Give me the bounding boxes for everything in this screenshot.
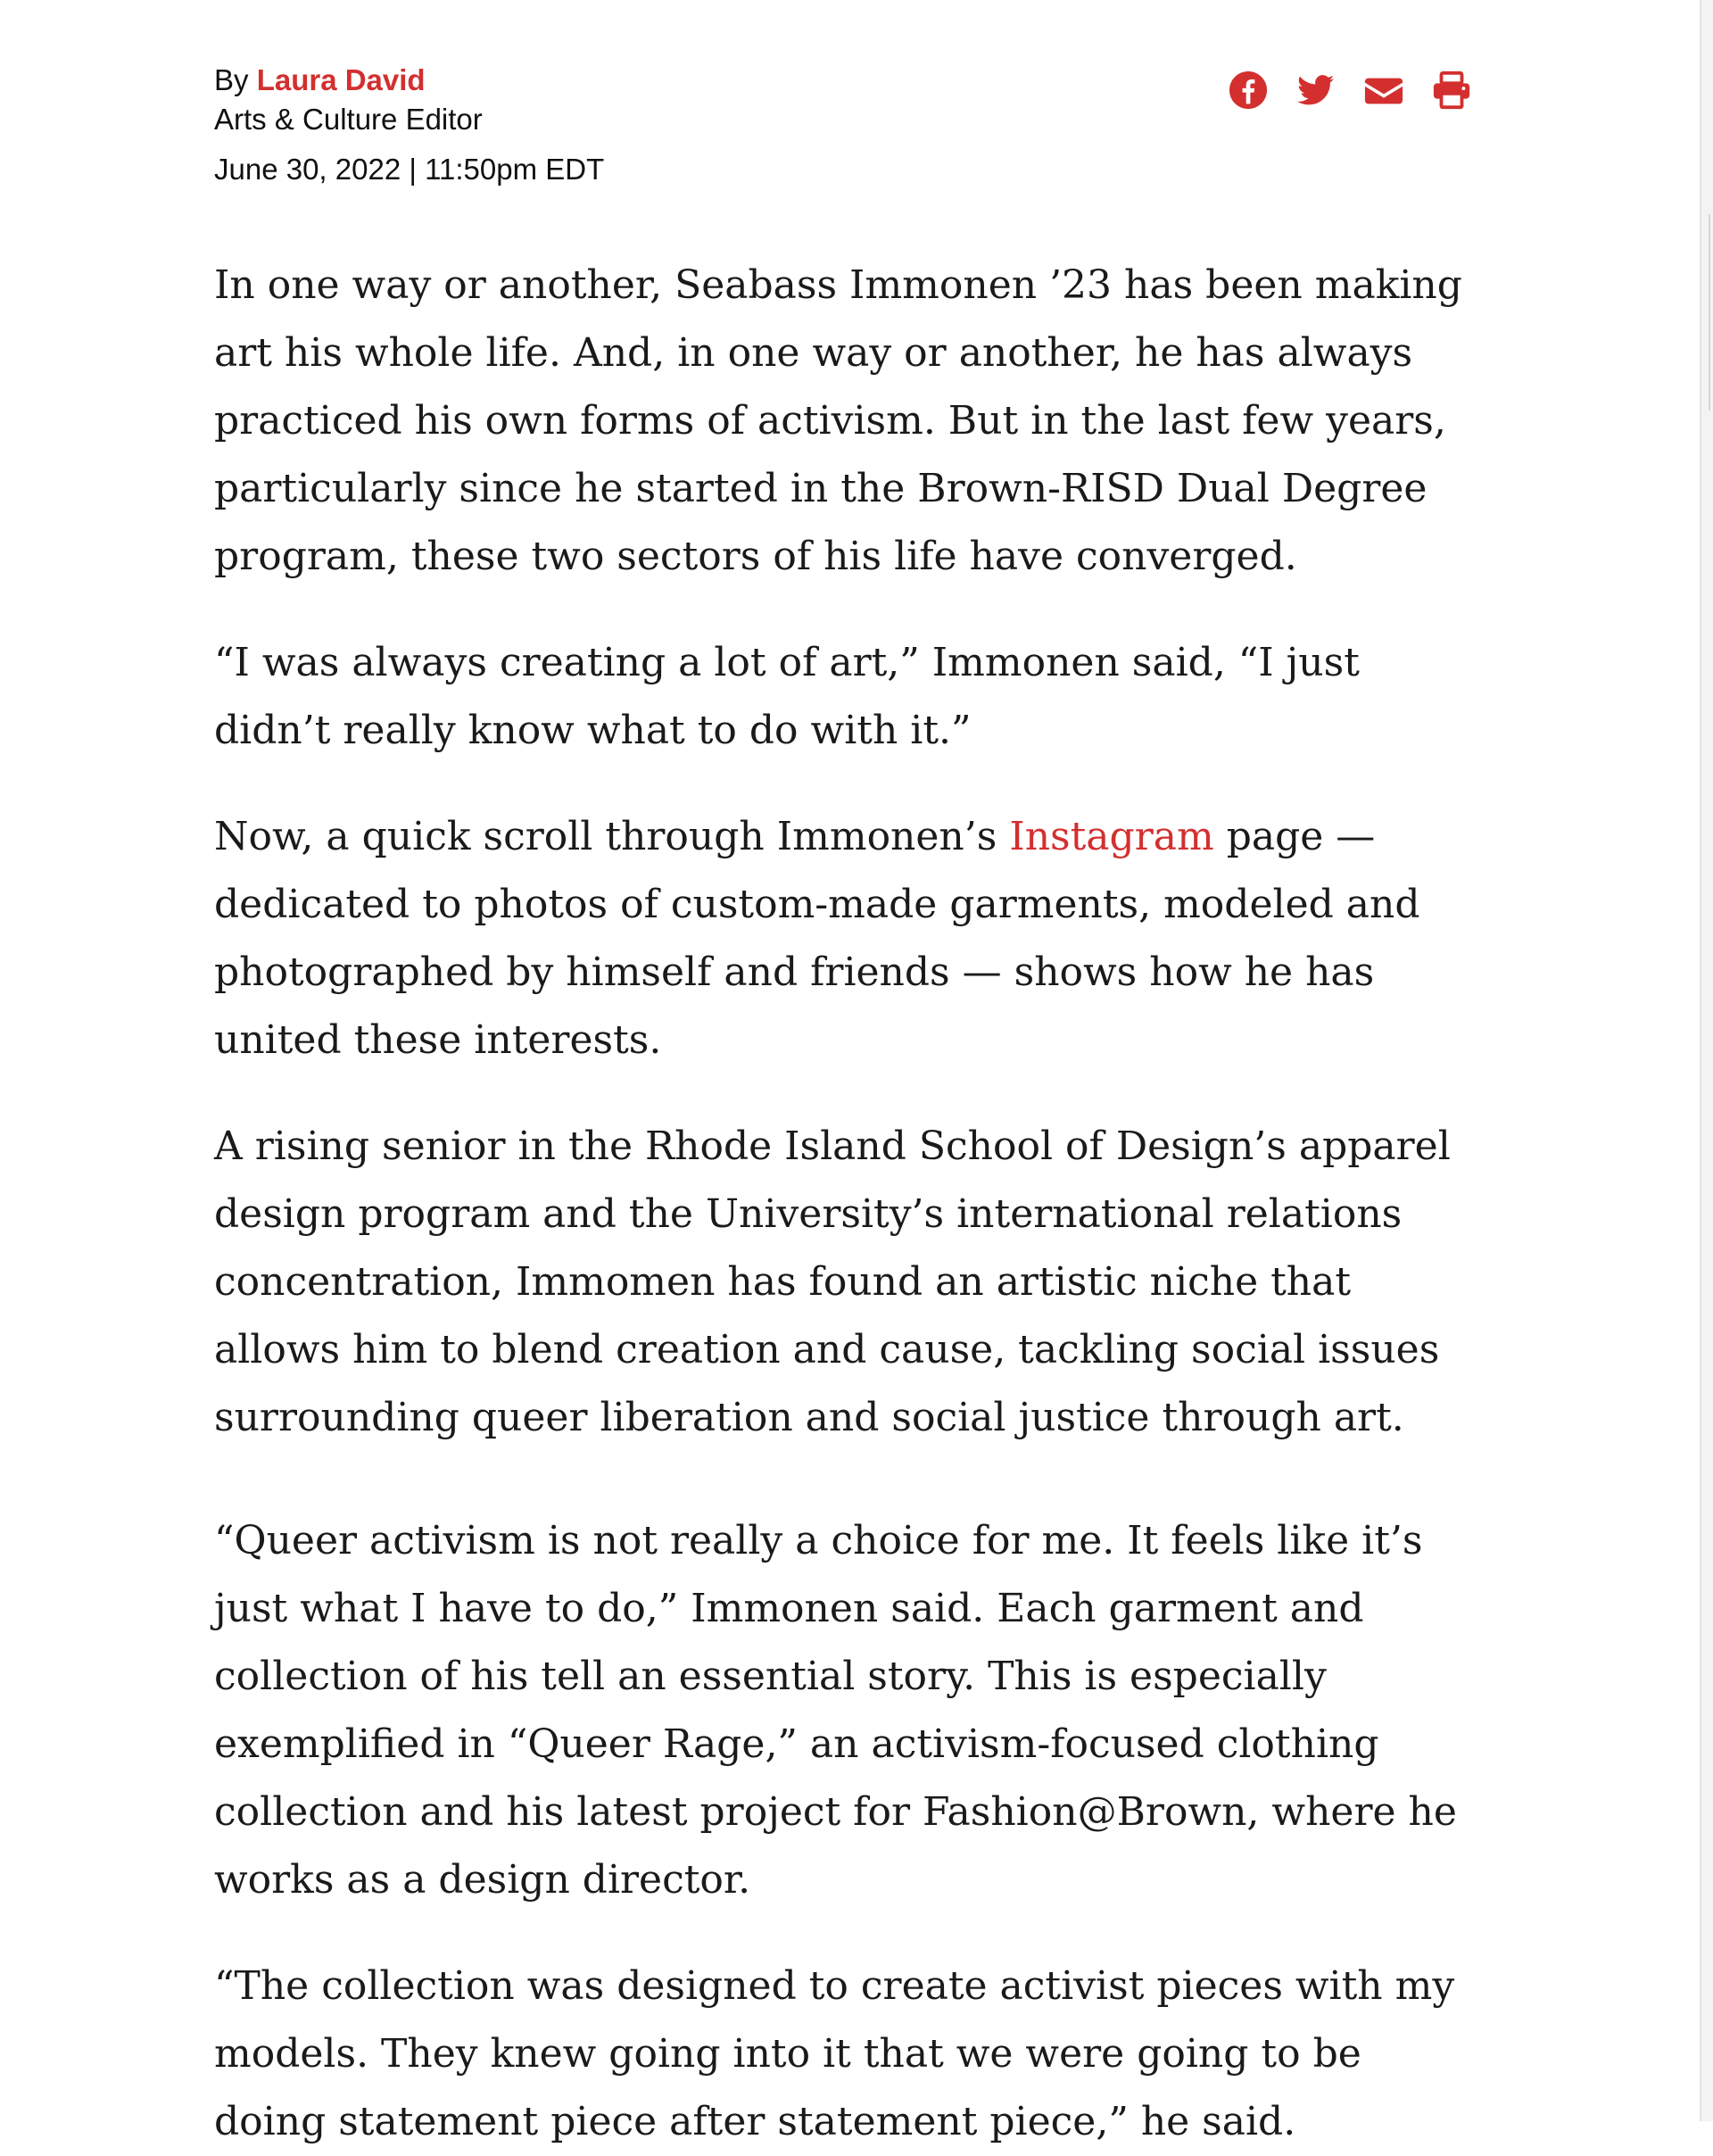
- twitter-icon[interactable]: [1295, 70, 1336, 111]
- scrollbar-notch: [1709, 214, 1710, 410]
- byline-prefix: By: [214, 63, 257, 96]
- facebook-icon[interactable]: [1228, 70, 1269, 111]
- paragraph: “The collection was designed to create activist pieces with my models. They knew going into it that we were going to be doing statement piece after statement piece,” he said.: [214, 1963, 1455, 2144]
- author-role: Arts & Culture Editor: [214, 103, 483, 136]
- paragraph: In one way or another, Seabass Immonen ’23 has been making art his whole life. And, in one way or another, he has always practiced his own forms of activism. But in the last few years, particularly since he started in the Brown-RISD Dual Degree program, these two sectors of his life have converged.: [214, 262, 1462, 579]
- byline-block: [214, 61, 839, 189]
- paragraph: A rising senior in the Rhode Island School of Design’s apparel design program and the University’s international relations concentration, Immomen has found an artistic niche that allows him to blend creation and cause, tackling social issues surrounding queer liberation and social justice through art.: [214, 1124, 1451, 1440]
- share-bar: [1228, 70, 1472, 111]
- paragraph-text: Now, a quick scroll through Immonen’s: [214, 814, 1010, 859]
- page-scrollbar[interactable]: [1700, 0, 1713, 2121]
- paragraph: “I was always creating a lot of art,” Immonen said, “I just didn’t really know what to do with it.”: [214, 640, 1360, 753]
- publish-date: June 30, 2022 | 11:50pm EDT: [214, 153, 605, 186]
- article-body: [214, 252, 1472, 2156]
- paragraph: “Queer activism is not really a choice for me. It feels like it’s just what I have to do,” Immonen said. Each garment and collection of his tell an essential story. This is especially exemplified in “Queer Rage,” an activism-focused clothing collection and his latest project for Fashion@Brown, where he works as a design director.: [214, 1518, 1457, 1903]
- paragraph: [214, 803, 1472, 1074]
- author-link[interactable]: Laura David: [256, 63, 426, 96]
- byline: [214, 61, 839, 100]
- email-icon[interactable]: [1363, 70, 1404, 111]
- paragraph-text: page — dedicated to photos of custom-made garments, modeled and photographed by himself and friends — shows how he has united these interests.: [214, 814, 1420, 1063]
- instagram-link[interactable]: Instagram: [1009, 814, 1214, 859]
- print-icon[interactable]: [1431, 70, 1472, 111]
